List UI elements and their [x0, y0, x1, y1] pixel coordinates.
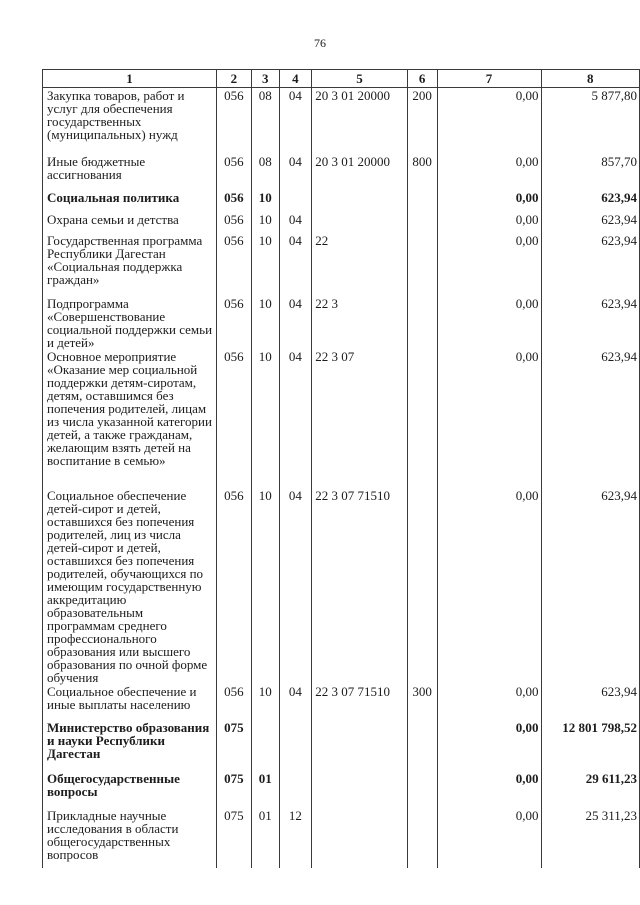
row-subsection: 04	[279, 154, 312, 190]
row-amount-col8: 5 877,80	[541, 88, 640, 154]
row-target-article	[312, 808, 407, 868]
row-ministry-code: 075	[217, 808, 252, 868]
row-amount-col7: 0,00	[437, 154, 541, 190]
row-amount-col7: 0,00	[437, 88, 541, 154]
row-expense-type	[407, 190, 437, 212]
row-amount-col8: 857,70	[541, 154, 640, 190]
row-name: Общегосударственные вопросы	[43, 771, 217, 808]
row-amount-col7: 0,00	[437, 190, 541, 212]
row-target-article	[312, 212, 407, 233]
row-name: Охрана семьи и детства	[43, 212, 217, 233]
row-target-article: 22 3 07	[312, 349, 407, 488]
row-name: Основное мероприятие «Оказание мер социальной поддержки детям-сиротам, детям, оставшимся без попечения родителей, лицам из числа указанной категории детей, а также гражданам, желающим взять детей на воспитание в семью»	[43, 349, 217, 488]
table-row	[43, 190, 640, 212]
row-ministry-code: 056	[217, 233, 252, 296]
row-amount-col8: 623,94	[541, 212, 640, 233]
row-amount-col8: 29 611,23	[541, 771, 640, 808]
row-section: 10	[251, 349, 279, 488]
header-col-4: 4	[279, 70, 312, 88]
row-ministry-code: 056	[217, 154, 252, 190]
header-col-7: 7	[437, 70, 541, 88]
table-row	[43, 212, 640, 233]
row-name: Прикладные научные исследования в области общегосударственных вопросов	[43, 808, 217, 868]
row-name: Министерство образования и науки Республики Дагестан	[43, 720, 217, 771]
row-subsection	[279, 720, 312, 771]
table-row	[43, 684, 640, 720]
row-subsection: 04	[279, 296, 312, 349]
table-header	[43, 70, 640, 88]
row-subsection	[279, 190, 312, 212]
header-col-5: 5	[312, 70, 407, 88]
row-ministry-code: 056	[217, 349, 252, 488]
header-row	[43, 70, 640, 88]
table-row	[43, 488, 640, 684]
header-col-1: 1	[43, 70, 217, 88]
table-row	[43, 154, 640, 190]
row-subsection	[279, 771, 312, 808]
header-col-6: 6	[407, 70, 437, 88]
row-expense-type	[407, 808, 437, 868]
row-expense-type	[407, 771, 437, 808]
row-section: 10	[251, 684, 279, 720]
row-amount-col8: 623,94	[541, 349, 640, 488]
row-name: Иные бюджетные ассигнования	[43, 154, 217, 190]
row-section: 10	[251, 296, 279, 349]
row-amount-col8: 623,94	[541, 190, 640, 212]
row-subsection: 04	[279, 88, 312, 154]
row-name: Закупка товаров, работ и услуг для обеспечения государственных (муниципальных) нужд	[43, 88, 217, 154]
row-amount-col7: 0,00	[437, 212, 541, 233]
row-section: 01	[251, 771, 279, 808]
row-ministry-code: 056	[217, 488, 252, 684]
row-amount-col7: 0,00	[437, 808, 541, 868]
row-amount-col8: 623,94	[541, 488, 640, 684]
row-target-article	[312, 771, 407, 808]
row-expense-type	[407, 212, 437, 233]
table-row	[43, 349, 640, 488]
row-amount-col7: 0,00	[437, 349, 541, 488]
row-name: Государственная программа Республики Дагестан «Социальная поддержка граждан»	[43, 233, 217, 296]
row-section	[251, 720, 279, 771]
row-expense-type	[407, 720, 437, 771]
row-section: 01	[251, 808, 279, 868]
row-ministry-code: 056	[217, 88, 252, 154]
row-amount-col8: 623,94	[541, 296, 640, 349]
row-subsection: 04	[279, 488, 312, 684]
page-number: 76	[314, 36, 326, 50]
row-amount-col8: 25 311,23	[541, 808, 640, 868]
table-row	[43, 720, 640, 771]
row-name: Подпрограмма «Совершенствование социальной поддержки семьи и детей»	[43, 296, 217, 349]
row-ministry-code: 056	[217, 296, 252, 349]
table-row	[43, 88, 640, 154]
row-name: Социальное обеспечение и иные выплаты населению	[43, 684, 217, 720]
row-expense-type: 200	[407, 88, 437, 154]
header-col-8: 8	[541, 70, 640, 88]
row-section: 08	[251, 88, 279, 154]
row-target-article: 22 3 07 71510	[312, 684, 407, 720]
row-target-article: 20 3 01 20000	[312, 154, 407, 190]
table-row	[43, 771, 640, 808]
row-subsection: 04	[279, 212, 312, 233]
row-name: Социальная политика	[43, 190, 217, 212]
header-col-2: 2	[217, 70, 252, 88]
row-section: 08	[251, 154, 279, 190]
budget-table	[42, 69, 640, 868]
row-target-article: 22 3 07 71510	[312, 488, 407, 684]
row-amount-col7: 0,00	[437, 771, 541, 808]
row-expense-type: 800	[407, 154, 437, 190]
table-body	[43, 88, 640, 868]
row-expense-type	[407, 349, 437, 488]
row-amount-col8: 623,94	[541, 233, 640, 296]
row-subsection: 12	[279, 808, 312, 868]
row-name: Социальное обеспечение детей-сирот и детей, оставшихся без попечения родителей, лиц из числа детей-сирот и детей, оставшихся без попечения родителей, обучающихся по имеющим государственную аккредитацию образовательным программам среднего профессионального образования или высшего образования по очной форме обучения	[43, 488, 217, 684]
row-amount-col8: 12 801 798,52	[541, 720, 640, 771]
row-section: 10	[251, 190, 279, 212]
row-subsection: 04	[279, 233, 312, 296]
row-expense-type: 300	[407, 684, 437, 720]
row-ministry-code: 075	[217, 720, 252, 771]
row-section: 10	[251, 488, 279, 684]
row-target-article	[312, 190, 407, 212]
row-target-article: 22	[312, 233, 407, 296]
row-amount-col7: 0,00	[437, 488, 541, 684]
row-ministry-code: 056	[217, 684, 252, 720]
row-section: 10	[251, 212, 279, 233]
row-subsection: 04	[279, 684, 312, 720]
row-expense-type	[407, 488, 437, 684]
row-target-article: 22 3	[312, 296, 407, 349]
table-row	[43, 296, 640, 349]
row-amount-col7: 0,00	[437, 233, 541, 296]
row-amount-col8: 623,94	[541, 684, 640, 720]
header-col-3: 3	[251, 70, 279, 88]
row-ministry-code: 056	[217, 190, 252, 212]
row-ministry-code: 075	[217, 771, 252, 808]
row-expense-type	[407, 296, 437, 349]
row-expense-type	[407, 233, 437, 296]
row-ministry-code: 056	[217, 212, 252, 233]
table-row	[43, 233, 640, 296]
table-row	[43, 808, 640, 868]
row-section: 10	[251, 233, 279, 296]
row-amount-col7: 0,00	[437, 684, 541, 720]
row-subsection: 04	[279, 349, 312, 488]
row-amount-col7: 0,00	[437, 296, 541, 349]
row-target-article	[312, 720, 407, 771]
row-amount-col7: 0,00	[437, 720, 541, 771]
row-target-article: 20 3 01 20000	[312, 88, 407, 154]
